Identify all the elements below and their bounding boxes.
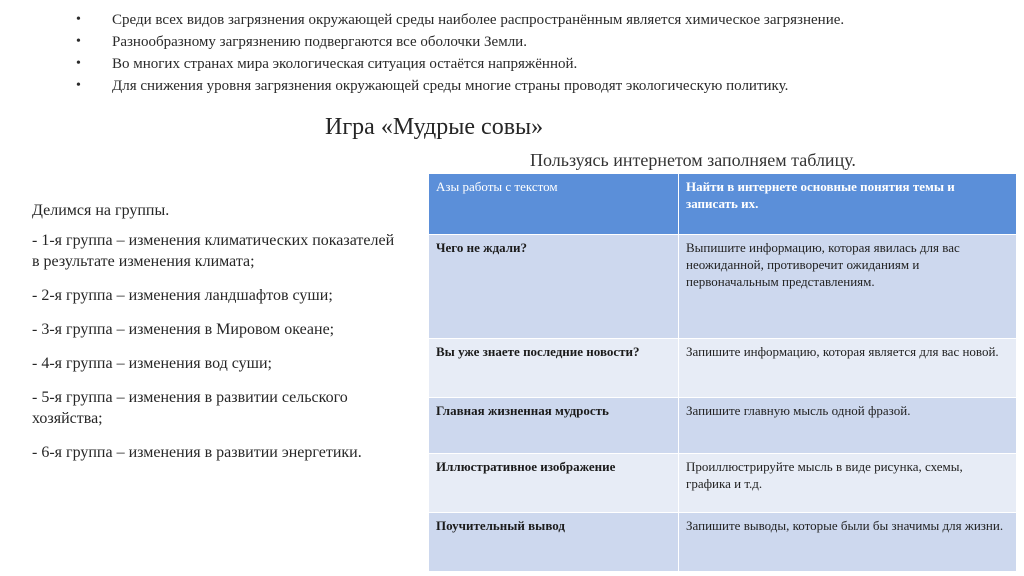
table-instruction: Пользуясь интернетом заполняем таблицу. — [530, 150, 856, 170]
table-row — [429, 454, 1017, 513]
bullet-item — [70, 53, 1000, 75]
group-item: - 4-я группа – изменения вод суши; — [32, 355, 272, 372]
intro-bullet-list — [70, 9, 1000, 97]
task-cell: Запишите главную мысль одной фразой. — [679, 398, 1017, 454]
table-row — [429, 513, 1017, 572]
bullet-item — [70, 31, 1000, 53]
question-cell: Чего не ждали? — [429, 235, 679, 339]
bullet-text: Разнообразному загрязнению подвергаются все оболочки Земли. — [112, 34, 527, 50]
table-header-cell: Азы работы с текстом — [429, 174, 679, 235]
bullet-item — [70, 9, 1000, 31]
task-cell: Проиллюстрируйте мысль в виде рисунка, схемы, графика и т.д. — [679, 454, 1017, 513]
question-cell: Поучительный вывод — [429, 513, 679, 572]
task-cell: Запишите информацию, которая является для вас новой. — [679, 339, 1017, 398]
table-header-cell: Найти в интернете основные понятия темы и записать их. — [679, 174, 1017, 235]
table-row — [429, 339, 1017, 398]
question-cell: Вы уже знаете последние новости? — [429, 339, 679, 398]
group-item: - 2-я группа – изменения ландшафтов суши; — [32, 287, 333, 304]
table-row — [429, 235, 1017, 339]
groups-section — [32, 200, 402, 476]
group-item: - 5-я группа – изменения в развитии сельского хозяйства; — [32, 389, 348, 427]
group-item: - 1-я группа – изменения климатических показателей в результате изменения климата; — [32, 232, 395, 270]
bullet-icon: • — [76, 12, 81, 27]
groups-intro: Делимся на группы. — [32, 202, 170, 219]
bullet-item — [70, 75, 1000, 97]
group-item: - 3-я группа – изменения в Мировом океане; — [32, 321, 335, 338]
bullet-text: Во многих странах мира экологическая ситуация остаётся напряжённой. — [112, 56, 578, 72]
bullet-text: Среди всех видов загрязнения окружающей среды наиболее распространённым является химическое загрязнение. — [112, 12, 845, 28]
bullet-icon: • — [76, 34, 81, 49]
bullet-text: Для снижения уровня загрязнения окружающей среды многие страны проводят экологическую политику. — [112, 78, 789, 94]
task-cell: Запишите выводы, которые были бы значимы для жизни. — [679, 513, 1017, 572]
table-header-row — [429, 174, 1017, 235]
bullet-icon: • — [76, 56, 81, 71]
table-row — [429, 398, 1017, 454]
group-item: - 6-я группа – изменения в развитии энергетики. — [32, 444, 362, 461]
text-work-table — [428, 173, 1017, 572]
task-cell: Выпишите информацию, которая явилась для вас неожиданной, противоречит ожиданиям и первоначальным представлениям. — [679, 235, 1017, 339]
game-title: Игра «Мудрые совы» — [325, 114, 544, 140]
question-cell: Главная жизненная мудрость — [429, 398, 679, 454]
bullet-icon: • — [76, 78, 81, 93]
question-cell: Иллюстративное изображение — [429, 454, 679, 513]
